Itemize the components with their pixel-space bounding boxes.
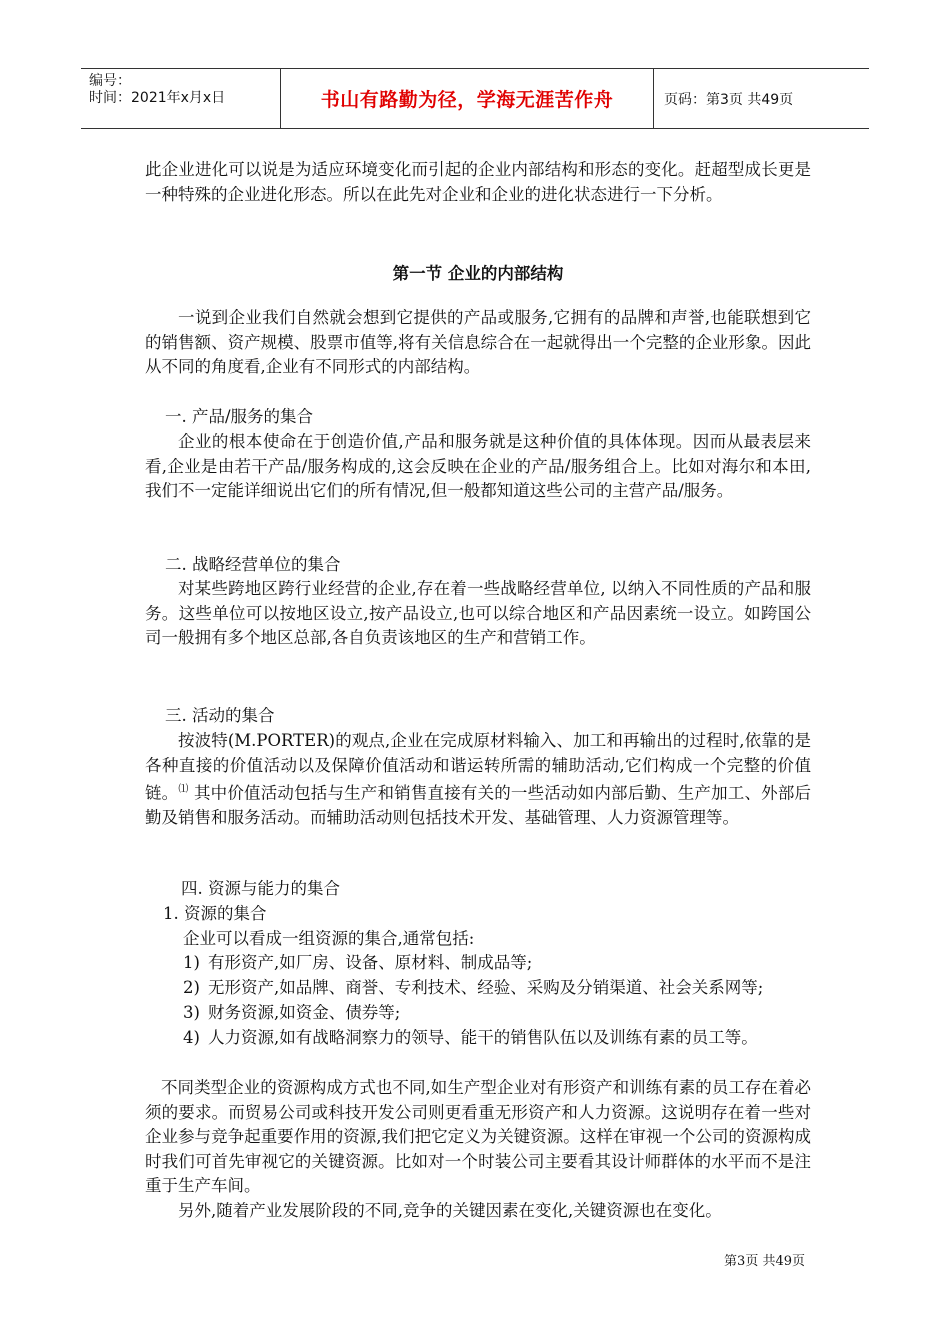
footnote-marker: ⑴ (178, 784, 189, 795)
subsection-1-text: 企业的根本使命在于创造价值,产品和服务就是这种价值的具体体现。因而从最表层来看,企业是由若干产品/服务构成的,这会反映在企业的产品/服务组合上。比如对海尔和本田,我们不一定能详细说出它们的所有情况,但一般都知道这些公司的主营产品/服务。 (145, 432, 811, 500)
subsection-1-title: 一. 产品/服务的集合 (165, 407, 314, 426)
list-number: 2) (183, 978, 200, 997)
paragraph-1: 一说到企业我们自然就会想到它提供的产品或服务,它拥有的品牌和声誉,也能联想到它的销售额、资产规模、股票市值等,将有关信息综合在一起就得出一个完整的企业形象。因此从不同的角度看,企业有不同形式的内部结构。 (145, 308, 811, 376)
subsection-2-title: 二. 战略经营单位的集合 (165, 555, 341, 574)
subsection-3-text-a: 按波特(M.PORTER)的观点,企业在完成原材料输入、加工和再输出的过程时,依靠的是各种直接的价值活动以及保障价值活动和谐运转所需的辅助活动,它们构成一个完整的价值链。 (145, 731, 811, 803)
header-page-code: 页码：第3页 共49页 (664, 91, 794, 108)
list-number: 1) (183, 953, 200, 972)
list-number: 3) (183, 1003, 200, 1022)
subsection-3-text (145, 729, 811, 831)
list-text: 人力资源,如有战略洞察力的领导、能干的销售队伍以及训练有素的员工等。 (208, 1028, 758, 1047)
number-label: 编号： (89, 73, 131, 89)
list-item (183, 1001, 811, 1026)
list-text: 有形资产,如厂房、设备、原材料、制成品等; (208, 953, 533, 972)
subsection-4-sub1: 1. 资源的集合 (163, 904, 267, 923)
paragraph-last: 另外,随着产业发展阶段的不同,竞争的关键因素在变化,关键资源也在变化。 (178, 1201, 722, 1220)
list-item (183, 1026, 811, 1051)
subsection-3-text-b: 其中价值活动包括与生产和销售直接有关的一些活动如内部后勤、生产加工、外部后勤及销售和服务活动。而辅助活动则包括技术开发、基础管理、人力资源管理等。 (145, 783, 812, 827)
intro-paragraph: 此企业进化可以说是为适应环境变化而引起的企业内部结构和形态的变化。赶超型成长更是一种特殊的企业进化形态。所以在此先对企业和企业的进化状态进行一下分析。 (145, 160, 811, 204)
page-header (81, 68, 869, 129)
list-number: 4) (183, 1028, 200, 1047)
list-item (183, 976, 811, 1001)
paragraph-after-list: 不同类型企业的资源构成方式也不同,如生产型企业对有形资产和训练有素的员工存在着必须的要求。而贸易公司或科技开发公司则更看重无形资产和人力资源。这说明存在着一些对企业参与竞争起重要作用的资源,我们把它定义为关键资源。这样在审视一个公司的资源构成时我们可首先审视它的关键资源。比如对一个时装公司主要看其设计师群体的水平而不是注重于生产车间。 (145, 1078, 811, 1195)
page-footer: 第3页 共49页 (724, 1254, 805, 1269)
subsection-4-lead: 企业可以看成一组资源的集合,通常包括: (183, 929, 475, 948)
header-meta (81, 69, 281, 128)
header-motto-cell (281, 69, 654, 128)
motto: 书山有路勤为径，学海无涯苦作舟 (320, 89, 614, 111)
time-label: 时间：2021年x月x日 (89, 90, 226, 106)
list-text: 财务资源,如资金、债券等; (208, 1003, 401, 1022)
list-item (183, 951, 811, 976)
subsection-3-title: 三. 活动的集合 (165, 706, 275, 725)
subsection-4-title: 四. 资源与能力的集合 (181, 879, 340, 898)
section-title: 第一节 企业的内部结构 (392, 264, 564, 283)
subsection-2-text: 对某些跨地区跨行业经营的企业,存在着一些战略经营单位, 以纳入不同性质的产品和服务。这些单位可以按地区设立,按产品设立,也可以综合地区和产品因素统一设立。如跨国公司一般拥有多个地区总部,各自负责该地区的生产和营销工作。 (145, 579, 811, 647)
list-text: 无形资产,如品牌、商誉、专利技术、经验、采购及分销渠道、社会关系网等; (208, 978, 764, 997)
